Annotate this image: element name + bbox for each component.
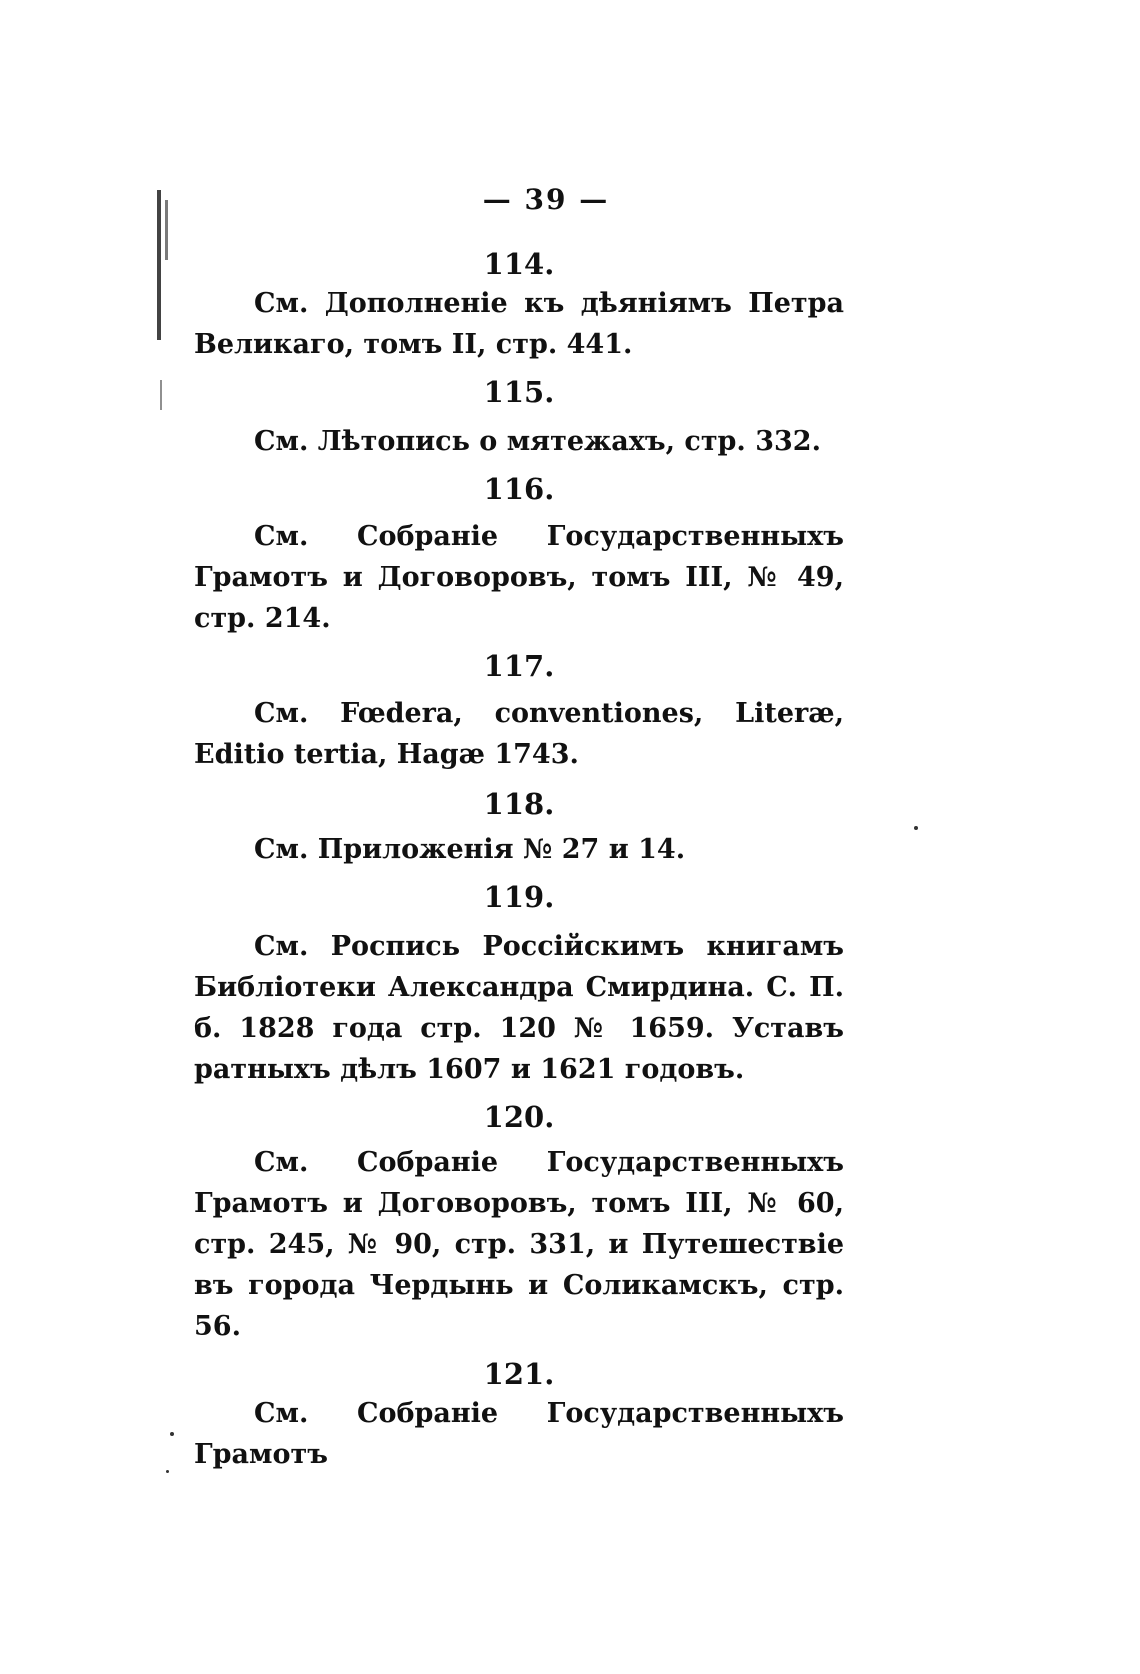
footnote-entry: [194, 1098, 844, 1347]
footnote-text: См. Приложенія № 27 и 14.: [254, 834, 686, 865]
footnote-entry: [194, 373, 844, 462]
footnote-number: 116.: [483, 472, 555, 506]
ink-speck: [914, 826, 918, 830]
footnote-entry: [194, 245, 844, 365]
footnote-entry: [194, 470, 844, 639]
footnote-number: 119.: [483, 880, 555, 914]
footnote-entry: [194, 647, 844, 775]
footnote-list: [194, 245, 844, 1475]
footnote-text: См. Fœdera, conventiones, Literæ, Editio tertia, Hagæ 1743.: [194, 698, 844, 770]
footnote-text: См. Собраніе Государственныхъ Грамотъ: [194, 1398, 844, 1470]
footnote-text: См. Роспись Россійскимъ книгамъ Библіотеки Александра Смирдина. С. П. б. 1828 года стр. 120 № 1659. Уставъ ратныхъ дѣлъ 1607 и 1621 годовъ.: [194, 931, 844, 1085]
page-number: — 39 —: [482, 183, 610, 216]
footnote-number: 118.: [483, 787, 555, 821]
footnote-text: См. Дополненіе къ дѣяніямъ Петра Великаго, томъ II, стр. 441.: [194, 288, 844, 360]
footnote-number: 115.: [483, 375, 555, 409]
ink-speck: [166, 1470, 169, 1473]
footnote-text: См. Собраніе Государственныхъ Грамотъ и Договоровъ, томъ III, № 60, стр. 245, № 90, стр. 331, и Путешествіе въ города Чердынь и Соликамскъ, стр. 56.: [194, 1147, 844, 1342]
ink-speck: [170, 1432, 174, 1436]
footnote-entry: [194, 1355, 844, 1475]
footnote-entry: [194, 878, 844, 1090]
footnote-entry: [194, 785, 844, 870]
footnote-number: 120.: [483, 1100, 555, 1134]
footnote-text: См. Лѣтопись о мятежахъ, стр. 332.: [254, 426, 821, 457]
footnote-number: 121.: [483, 1357, 555, 1391]
footnote-number: 114.: [483, 247, 555, 281]
footnote-number: 117.: [483, 649, 555, 683]
margin-scratch-mark: [160, 380, 162, 410]
footnote-text: См. Собраніе Государственныхъ Грамотъ и Договоровъ, томъ III, № 49, стр. 214.: [194, 521, 844, 634]
